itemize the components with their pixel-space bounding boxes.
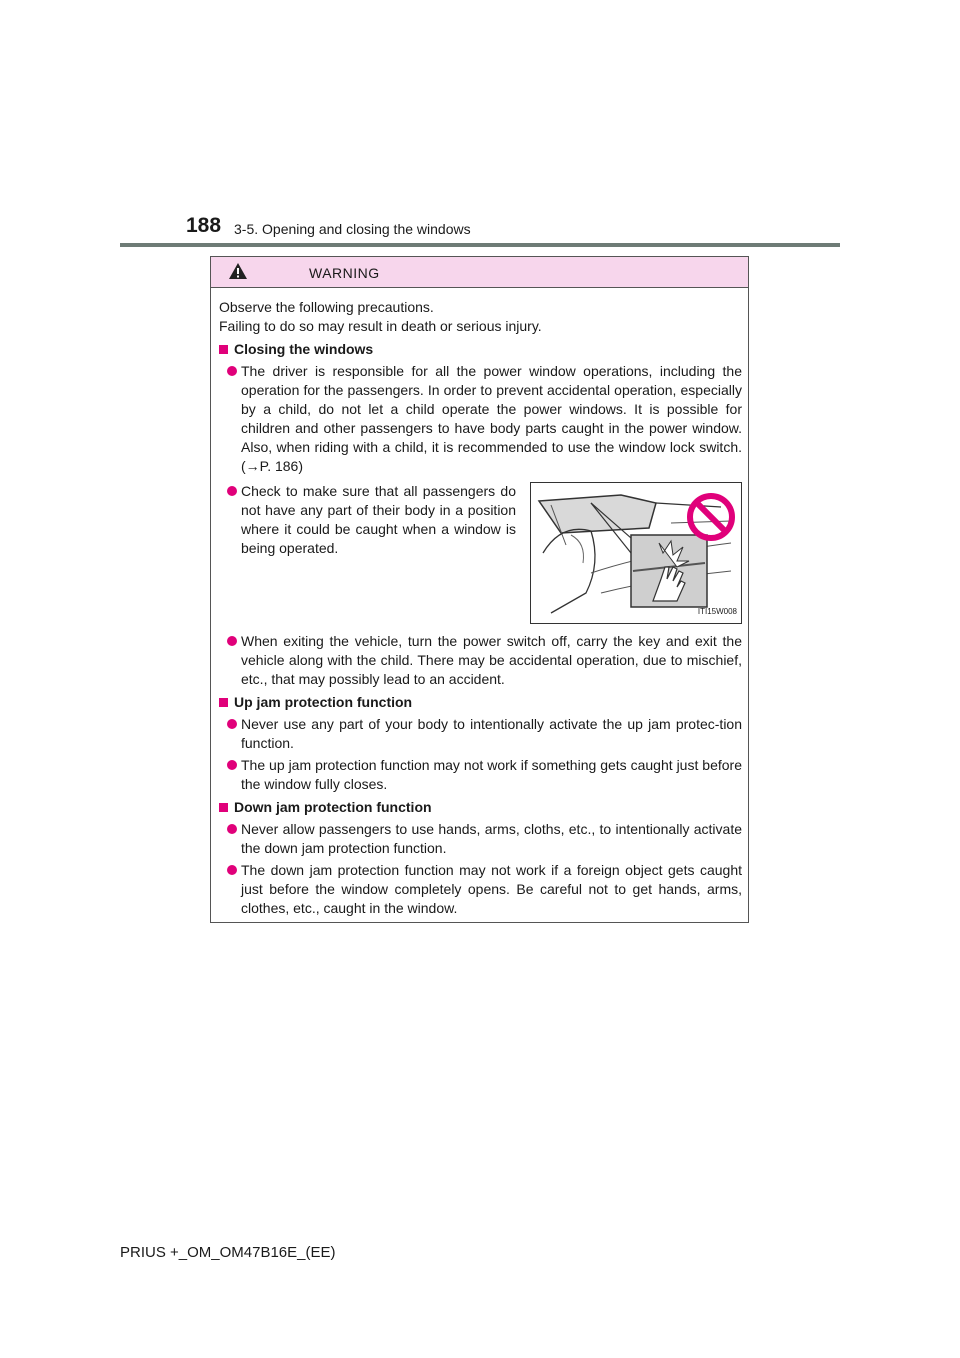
- list-item: [219, 632, 742, 689]
- bullet-dot-icon: [227, 760, 237, 770]
- list-item-text: Never use any part of your body to intentionally activate the up jam protec-tion function.: [241, 716, 742, 751]
- list-item: [219, 861, 742, 918]
- bullet-dot-icon: [227, 636, 237, 646]
- window-caution-illustration: [530, 482, 742, 624]
- warning-body: [211, 288, 748, 918]
- section-heading: [219, 693, 742, 712]
- list-item: [219, 820, 742, 858]
- section-heading-text: Down jam protection function: [234, 799, 432, 815]
- heading-square-icon: [219, 345, 228, 354]
- warning-label: WARNING: [309, 265, 380, 281]
- header-rule: [120, 243, 840, 247]
- section-title: 3-5. Opening and closing the windows: [234, 221, 471, 237]
- list-item: [219, 715, 742, 753]
- bullet-dot-icon: [227, 366, 237, 376]
- list-item: [219, 362, 742, 476]
- bullet-dot-icon: [227, 865, 237, 875]
- section-heading: [219, 340, 742, 359]
- bullet-dot-icon: [227, 719, 237, 729]
- list-item: [219, 756, 742, 794]
- warning-box: [210, 256, 749, 923]
- list-item-text: Check to make sure that all passengers do not have any part of their body in a position where it could be caught when a window is being operated.: [241, 483, 516, 556]
- heading-square-icon: [219, 698, 228, 707]
- prohibition-icon: [690, 496, 732, 538]
- list-item-text: The up jam protection function may not work if something gets caught just before the window fully closes.: [241, 757, 742, 792]
- item-with-figure: [219, 482, 742, 624]
- figure-code: ITI15W008: [697, 607, 737, 616]
- list-item-text: Never allow passengers to use hands, arms, cloths, etc., to intentionally activate the down jam protection function.: [241, 821, 742, 856]
- list-item-text: When exiting the vehicle, turn the power switch off, carry the key and exit the vehicle along with the child. There may be accidental operation, due to mischief, etc., that may possibly lead to an accident.: [241, 633, 742, 687]
- bullet-dot-icon: [227, 486, 237, 496]
- section-heading: [219, 798, 742, 817]
- section-heading-text: Up jam protection function: [234, 694, 413, 710]
- warning-triangle-icon: [228, 262, 248, 280]
- intro-line: Observe the following precautions.: [219, 299, 434, 315]
- bullet-dot-icon: [227, 824, 237, 834]
- list-item: [219, 482, 516, 624]
- list-item-text: The driver is responsible for all the power window operations, including the operation for the passengers. In order to prevent accidental operation, especially by a child, do not let a child operate the power windows. It is possible for children and other passengers to have body parts caught in the power window. Also, when riding with a child, it is recommended to use the window lock switch. (→P. 186): [241, 363, 742, 474]
- list-item-text: The down jam protection function may not work if a foreign object gets caught just before the window completely opens. Be careful not to get hands, arms, clothes, etc., caught in the window.: [241, 862, 742, 916]
- document-code: PRIUS +_OM_OM47B16E_(EE): [120, 1244, 336, 1261]
- heading-square-icon: [219, 803, 228, 812]
- warning-header: [211, 257, 748, 288]
- section-heading-text: Closing the windows: [234, 341, 374, 357]
- page-number: 188: [186, 214, 222, 237]
- intro-line: Failing to do so may result in death or serious injury.: [219, 318, 542, 334]
- warning-intro: [219, 298, 742, 336]
